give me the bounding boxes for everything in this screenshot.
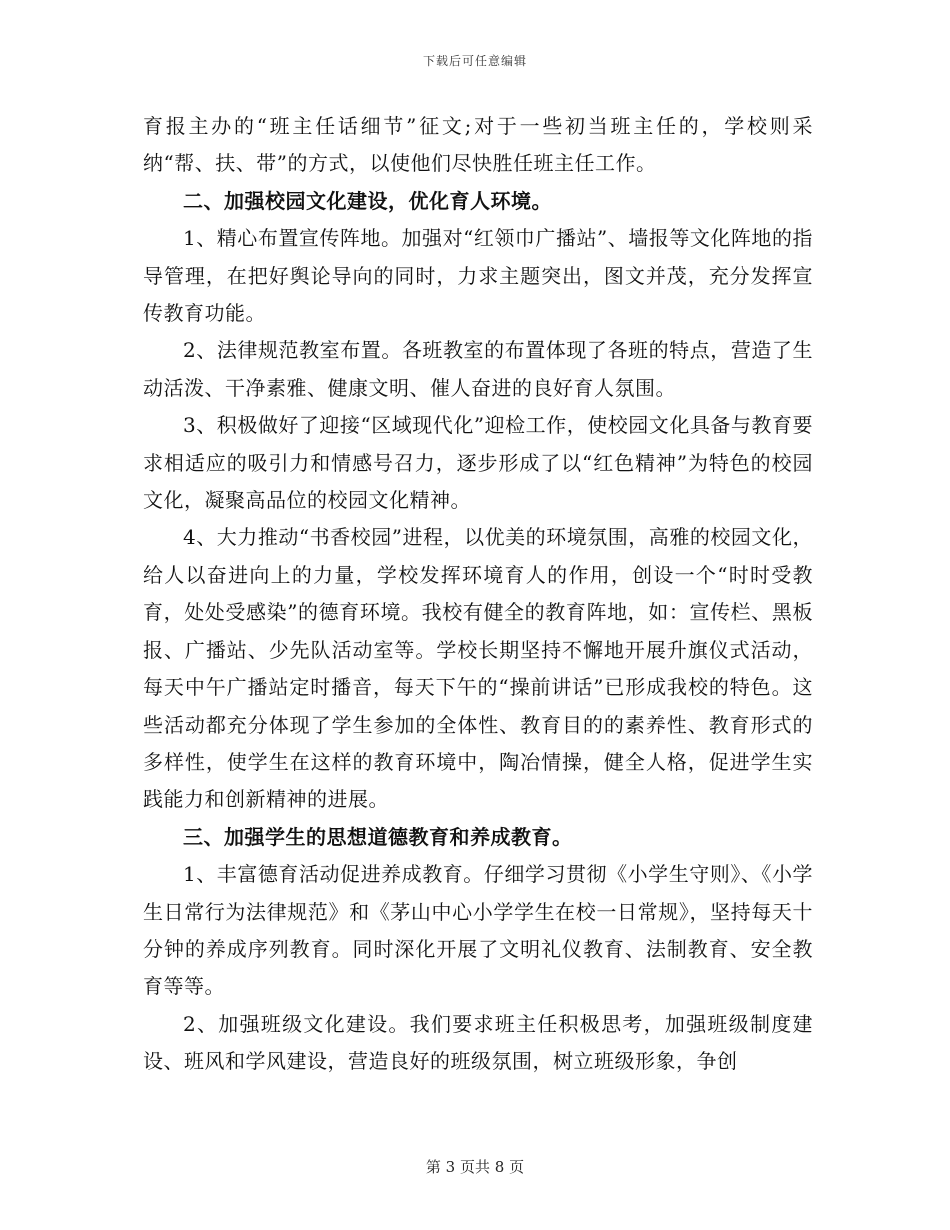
page-footer: 第 3 页共 8 页 <box>425 1158 525 1176</box>
paragraph-2-3: 3、积极做好了迎接“区域现代化”迎检工作，使校园文化具备与教育要求相适应的吸引力和情感号召力，逐步形成了以“红色精神”为特色的校园文化，凝聚高品位的校园文化精神。 <box>143 413 813 513</box>
paragraph-2-1: 1、精心布置宣传阵地。加强对“红领巾广播站”、墙报等文化阵地的指导管理，在把好舆论导向的同时，力求主题突出，图文并茂，充分发挥宣传教育功能。 <box>143 226 813 326</box>
section-heading-3: 三、加强学生的思想道德教育和养成教育。 <box>183 824 573 849</box>
section-heading-2: 二、加强校园文化建设，优化育人环境。 <box>183 188 552 213</box>
paragraph-2-4: 4、大力推动“书香校园”进程，以优美的环境氛围，高雅的校园文化，给人以奋进向上的力量，学校发挥环境育人的作用，创设一个“时时受教育，处处受感染”的德育环境。我校有健全的教育阵地，如：宣传栏、黑板报、广播站、少先队活动室等。学校长期坚持不懈地开展升旗仪式活动，每天中午广播站定时播音，每天下午的“操前讲话”已形成我校的特色。这些活动都充分体现了学生参加的全体性、教育目的的素养性、教育形式的多样性，使学生在这样的教育环境中，陶冶情操，健全人格，促进学生实践能力和创新精神的进展。 <box>143 525 813 812</box>
paragraph-continuation: 育报主办的“班主任话细节”征文;对于一些初当班主任的，学校则采纳“帮、扶、带”的方式，以使他们尽快胜任班主任工作。 <box>143 114 813 176</box>
page-header: 下载后可任意编辑 <box>422 54 527 68</box>
paragraph-3-1: 1、丰富德育活动促进养成教育。仔细学习贯彻《小学生守则》、《小学生日常行为法律规范》和《茅山中心小学学生在校一日常规》，坚持每天十分钟的养成序列教育。同时深化开展了文明礼仪教育、法制教育、安全教育等等。 <box>143 862 813 999</box>
document-body <box>143 108 813 1081</box>
paragraph-2-2: 2、法律规范教室布置。各班教室的布置体现了各班的特点，营造了生动活泼、干净素雅、健康文明、催人奋进的良好育人氛围。 <box>143 338 813 400</box>
paragraph-3-2: 2、加强班级文化建设。我们要求班主任积极思考，加强班级制度建设、班风和学风建设，营造良好的班级氛围，树立班级形象，争创 <box>143 1011 813 1074</box>
